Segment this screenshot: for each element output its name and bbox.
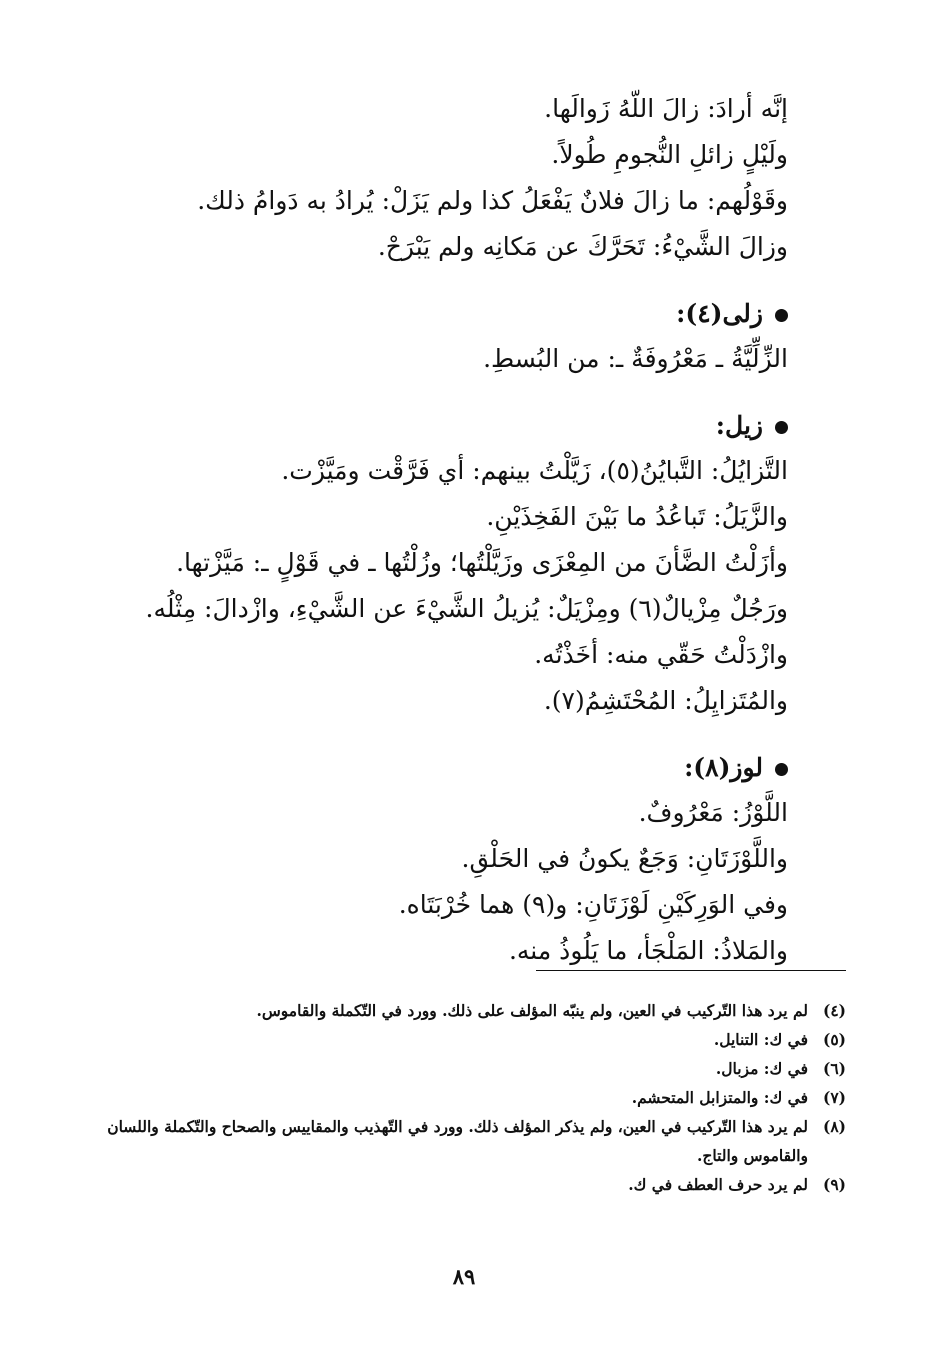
text-line: والزَّيَلُ: تَباعُدُ ما بَيْنَ الفَخِذَيْنِ. (486, 502, 788, 531)
footnote-text: لم يرد هذا التّركيب في العين، ولم ينبّه المؤلف على ذلك. وورد في التّكملة والقاموس. (256, 1001, 808, 1020)
text-line: وأزَلْتُ الضَّأنَ من المِعْزَى وزَيَّلْتُها؛ وزُلْتُها ـ في قَوْلٍ ـ: مَيَّزْتها. (176, 548, 788, 577)
bullet-icon (775, 421, 788, 434)
bullet-icon (775, 309, 788, 322)
text-line: وفي الوَرِكَيْنِ لَوْزَتَانِ: و(٩) هما خُرْبَتَاه. (398, 890, 788, 919)
text-line: والمَلاذُ: المَلْجَأ، ما يَلُوذُ منه. (508, 936, 788, 965)
text-line: ورَجُلٌ مِزْيالٌ(٦) ومِزْيَلٌ: يُزيلُ الشَّيْءَ عن الشَّيْءِ، وازْدالَ: مِثْلُه. (145, 594, 788, 623)
text-line: وزالَ الشَّيْءُ: تَحَرَّكَ عن مَكانِه ولم يَبْرَحْ. (377, 232, 788, 261)
bullet-icon (775, 763, 788, 776)
footnote-number: (٦) (822, 1059, 846, 1078)
entry-heading-label: زلى(٤): (676, 299, 763, 328)
footnote (86, 1025, 846, 1054)
entry-heading (228, 292, 788, 336)
text-line: ولَيْلٍ زائلِ النُّجومِ طُولاً. (551, 140, 788, 169)
footnote (86, 1170, 846, 1199)
footnote-number: (٨) (822, 1117, 846, 1136)
footnote-text: لم يرد هذا التّركيب في العين، ولم يذكر المؤلف ذلك. وورد في التّهذيب والمقاييس والصحاح والتّكملة واللسان والقاموس والتاج. (107, 1117, 808, 1165)
footnote (86, 1112, 846, 1170)
footnote-number: (٤) (822, 1001, 846, 1020)
text-line: التَّزايُلُ: التَّبايُنُ(٥)، زَيَّلْتُ بينهم: أي فَرَّقْت ومَيَّزْت. (281, 456, 788, 485)
footnotes (86, 996, 846, 1199)
footnote-text: في ك: والمتزابل المتحشم. (631, 1088, 808, 1107)
text-line: إنَّه أرادَ: زالَ اللّهُ زَوالَها. (544, 94, 788, 123)
footnote (86, 1083, 846, 1112)
footnote-text: في ك: مزبال. (715, 1059, 808, 1078)
text-line: الزِّلِّيَّةُ ـ مَعْرُوفَةٌ ـ: من البُسطِ. (483, 344, 788, 373)
footnote-text: في ك: التنايل. (713, 1030, 808, 1049)
footnote-number: (٥) (822, 1030, 846, 1049)
entry-heading-label: زيل: (715, 411, 763, 440)
entry-heading (228, 404, 788, 448)
main-text (145, 86, 788, 974)
entry-heading-label: لوز(٨): (684, 753, 763, 782)
footnote (86, 996, 846, 1025)
footnote-number: (٧) (822, 1088, 846, 1107)
text-line: وازْدَلْتُ حَقّي منه: أخَذْتُه. (534, 640, 788, 669)
entry-heading (228, 746, 788, 790)
footnote-text: لم يرد حرف العطف في ك. (628, 1175, 808, 1194)
text-line: والمُتَزايِلُ: المُحْتَشِمُ(٧). (543, 686, 788, 715)
footnote-divider (536, 970, 846, 971)
text-line: وقَوْلُهم: ما زالَ فلانٌ يَفْعَلُ كذا ولم يَزَلْ: يُرادُ به دَوامُ ذلك. (197, 186, 788, 215)
footnote (86, 1054, 846, 1083)
footnote-number: (٩) (822, 1175, 846, 1194)
text-line: واللَّوْزَتَانِ: وَجَعٌ يكونُ في الحَلْقِ. (461, 844, 788, 873)
text-line: اللَّوْزُ: مَعْرُوفٌ. (638, 798, 788, 827)
page-number: ٨٩ (452, 1264, 476, 1289)
